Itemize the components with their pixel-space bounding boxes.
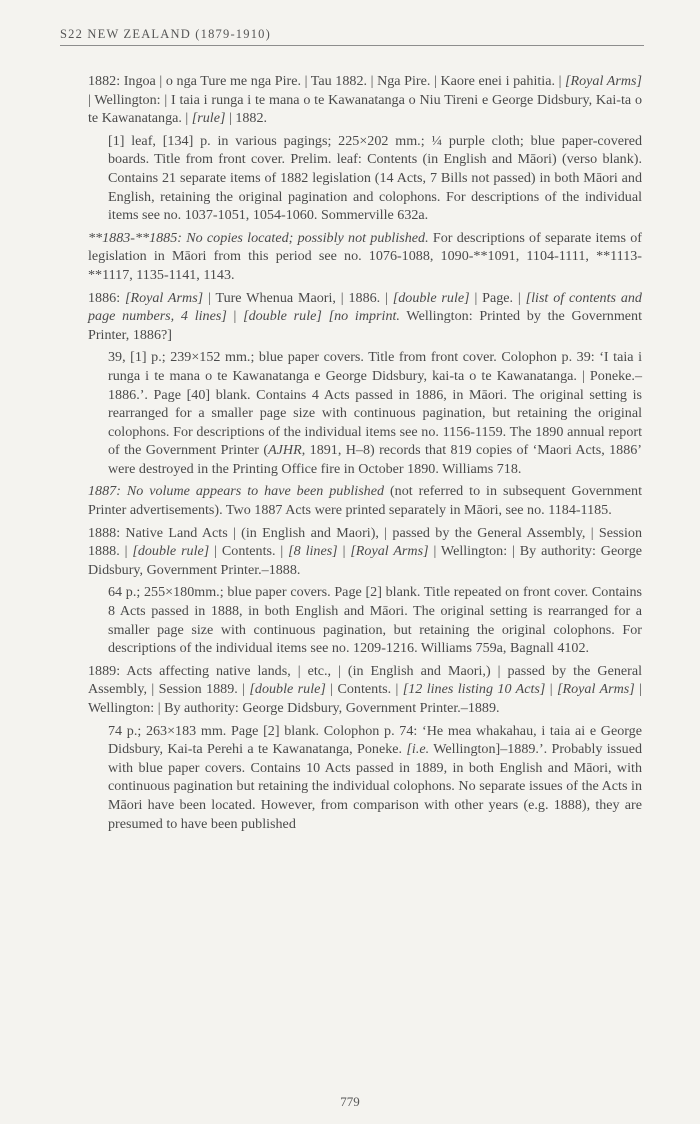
entry-description: 64 p.; 255×180mm.; blue paper covers. Page [2] blank. Title repeated on front cover. Contains 8 Acts passed in 1888, in both English and Māori. The original setting is rearranged for a smaller page size with continuous pagination, but retaining the original colophons. For descriptions of the individual items see no. 1209-1216. Williams 759a, Bagnall 4102. xyxy=(108,584,642,657)
entry-description: 74 p.; 263×183 mm. Page [2] blank. Colophon p. 74: ‘He mea whakahau, i taia ai e George Didsbury, Kai-ta Perehi a te Kawanatanga, Poneke. [i.e. Wellington]–1889.’. Probably issued with blue paper covers. Contains 10 Acts passed in 1889, in both English and Māori, with continuous pagination but retaining the individual colophons. No separate issues of the Acts in Māori have been located. However, from comparison with other years (e.g. 1888), they are presumed to have been published xyxy=(108,722,643,832)
bibliographic-entry: 1889: Acts affecting native lands, | etc., | (in English and Maori,) | passed by the General Assembly, | Session 1889. | [double rule] | Contents. | [12 lines listing 10 Acts] | [Royal Arms] | Wellington: | By authority: George Didsbury, Government Printer.–1889. xyxy=(88,662,642,716)
bibliographic-entry: 1887: No volume appears to have been published (not referred to in subsequent Government Printer advertisements). Two 1887 Acts were printed separately in Māori, see no. 1184-1185. xyxy=(88,483,642,519)
bibliographic-entry: **1883-**1885: No copies located; possibly not published. For descriptions of separate items of legislation in Māori from this period see no. 1076-1088, 1090-**1091, 1104-1111, **1113-**1117, 1135-1141, 1143. xyxy=(88,229,642,283)
entry-description: 39, [1] p.; 239×152 mm.; blue paper covers. Title from front cover. Colophon p. 39: ‘I taia i runga i te mana o te Kawanatanga e George Didsbury, kai-ta o te Kawanatanga. | Poneke.–1886.’. Page [40] blank. Contains 4 Acts passed in 1886, in Māori. The original setting is rearranged for a smaller page size with continuous pagination, but retaining the original colophons. For descriptions of the individual items see no. 1156-1159. The 1890 annual report of the Government Printer (AJHR, 1891, H–8) records that 819 copies of ‘Maori Acts, 1886’ were destroyed in the Printing Office fire in October 1890. Williams 718. xyxy=(108,349,642,477)
page-number: 779 xyxy=(340,1094,360,1109)
running-header: S22 NEW ZEALAND (1879-1910) xyxy=(60,27,644,46)
bibliographic-entry: 1886: [Royal Arms] | Ture Whenua Maori, | 1886. | [double rule] | Page. | [list of contents and page numbers, 4 lines] | [double rule] [no imprint. Wellington: Printed by the Government Printer, 1886?] xyxy=(88,289,642,343)
bibliographic-entry: 1888: Native Land Acts | (in English and Maori), | passed by the General Assembly, | Session 1888. | [double rule] | Contents. | [8 lines] | [Royal Arms] | Wellington: | By authority: George Didsbury, Government Printer.–1888. xyxy=(88,524,642,578)
page-body xyxy=(88,72,642,837)
bibliographic-entry: 1882: Ingoa | o nga Ture me nga Pire. | Tau 1882. | Nga Pire. | Kaore enei i pahitia. | [Royal Arms] | Wellington: | I taia i runga i te mana o te Kawanatanga o Niu Tireni e George Didsbury, Kai-ta o te Kawanatanga. | [rule] | 1882. xyxy=(88,73,642,127)
entry-description: [1] leaf, [134] p. in various pagings; 225×202 mm.; ¼ purple cloth; blue paper-covered boards. Title from front cover. Prelim. leaf: Contents (in English and Māori) (verso blank). Contains 21 separate items of 1882 legislation (14 Acts, 7 Bills not passed) in both Māori and English, retaining the original pagination and colophons. For descriptions of the individual items see no. 1037-1051, 1054-1060. Sommerville 632a. xyxy=(108,132,642,224)
